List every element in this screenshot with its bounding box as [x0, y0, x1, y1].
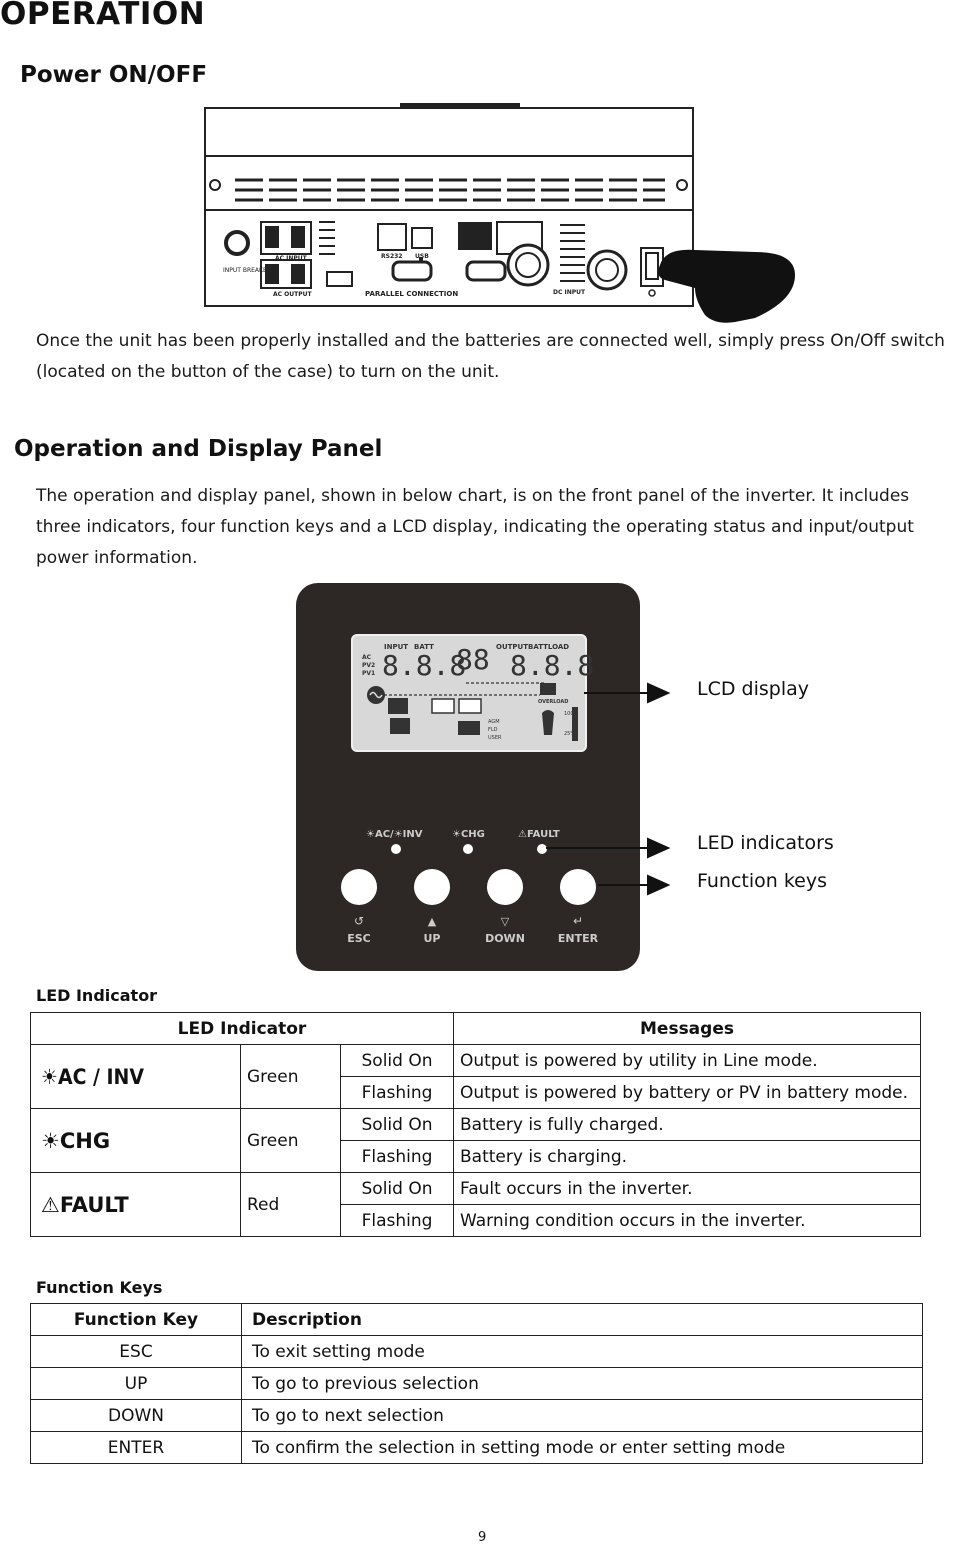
- esc-key-label: ESC: [347, 932, 371, 945]
- led-fault: [537, 844, 547, 854]
- led-label-acinv: ☀AC/☀INV: [366, 829, 423, 840]
- led-state: Flashing: [341, 1077, 454, 1109]
- lcd-output: OUTPUTBATTLOAD: [496, 643, 570, 651]
- key-description: To exit setting mode: [242, 1336, 923, 1368]
- lcd-batt: BATT: [414, 643, 434, 651]
- function-keys-table: [30, 1303, 923, 1464]
- table-row: [31, 1109, 921, 1141]
- key-name: UP: [31, 1368, 242, 1400]
- warning-icon: ⚠: [41, 1192, 60, 1217]
- lcd-fld: FLD: [488, 727, 498, 733]
- led-message: Output is powered by utility in Line mode.: [454, 1045, 921, 1077]
- lcd-overload: OVERLOAD: [538, 699, 569, 705]
- key-name: ENTER: [31, 1432, 242, 1464]
- led-indicator-table: [30, 1012, 921, 1237]
- lcd-ac: AC: [362, 654, 372, 661]
- power-heading: Power ON/OFF: [20, 62, 208, 88]
- led-table-header-messages: Messages: [454, 1013, 921, 1045]
- down-key-icon: ▽: [500, 915, 510, 928]
- led-table-header-indicator: LED Indicator: [31, 1013, 454, 1045]
- table-row: [31, 1336, 923, 1368]
- up-key[interactable]: [414, 869, 450, 905]
- led-message: Fault occurs in the inverter.: [454, 1173, 921, 1205]
- key-name: ESC: [31, 1336, 242, 1368]
- key-description: To go to next selection: [242, 1400, 923, 1432]
- ac-input-label: AC INPUT: [275, 255, 307, 262]
- led-acinv: [391, 844, 401, 854]
- lcd-agm: AGM: [488, 719, 500, 725]
- lcd-center-digits: 88: [456, 643, 490, 676]
- esc-key[interactable]: [341, 869, 377, 905]
- enter-key[interactable]: [560, 869, 596, 905]
- lcd-pv2: PV2: [362, 662, 376, 669]
- power-body: Once the unit has been properly installed and the batteries are connected well, simply press On/Off switch (located on the button of the case) to turn on the unit.: [36, 331, 945, 382]
- up-key-icon: ▲: [427, 915, 437, 928]
- parallel-label: PARALLEL CONNECTION: [365, 290, 459, 298]
- ac-output-label: AC OUTPUT: [273, 291, 312, 298]
- down-key-label: DOWN: [485, 932, 525, 945]
- keys-table-header-description: Description: [242, 1304, 923, 1336]
- dc-input-label: DC INPUT: [553, 289, 586, 296]
- led-label-fault: ⚠FAULT: [518, 829, 560, 840]
- led-color: Green: [241, 1045, 341, 1109]
- rs232-label: RS232: [381, 253, 403, 260]
- input-breaker-label: INPUT BREAKER: [223, 267, 271, 274]
- down-key[interactable]: [487, 869, 523, 905]
- led-label-chg: ☀CHG: [452, 829, 485, 840]
- led-message: Battery is charging.: [454, 1141, 921, 1173]
- lcd-pv1: PV1: [362, 670, 376, 677]
- lcd-input: INPUT: [384, 643, 409, 651]
- esc-key-icon: ↺: [353, 914, 365, 928]
- callout-keys: Function keys: [697, 870, 828, 892]
- lcd-user: USER: [488, 735, 502, 741]
- led-state: Solid On: [341, 1109, 454, 1141]
- front-panel-illustration: [296, 583, 856, 973]
- display-heading: Operation and Display Panel: [14, 436, 383, 462]
- lcd-input-digits: 8.8.8: [382, 649, 467, 682]
- table-row: [31, 1432, 923, 1464]
- key-description: To go to previous selection: [242, 1368, 923, 1400]
- callout-lcd: LCD display: [697, 678, 809, 700]
- led-name-fault: ⚠FAULT: [31, 1173, 241, 1237]
- led-chg: [463, 844, 473, 854]
- led-name-chg: ☀CHG: [31, 1109, 241, 1173]
- led-state: Flashing: [341, 1205, 454, 1237]
- callout-led: LED indicators: [697, 832, 834, 854]
- led-message: Output is powered by battery or PV in battery mode.: [454, 1077, 921, 1109]
- page-title: OPERATION: [0, 0, 206, 32]
- led-color: Green: [241, 1109, 341, 1173]
- led-state: Flashing: [341, 1141, 454, 1173]
- led-state: Solid On: [341, 1045, 454, 1077]
- led-table-caption: LED Indicator: [36, 986, 158, 1005]
- key-name: DOWN: [31, 1400, 242, 1432]
- display-body: The operation and display panel, shown in below chart, is on the front panel of the inverter. It includes three indicators, four function keys and a LCD display, indicating the operating status and input/output power information.: [36, 486, 914, 568]
- sun-icon: ☀: [41, 1128, 60, 1153]
- enter-key-icon: ↵: [572, 914, 584, 928]
- page-number: 9: [478, 1530, 487, 1545]
- keys-table-caption: Function Keys: [36, 1278, 163, 1297]
- enter-key-label: ENTER: [557, 932, 599, 945]
- table-row: [31, 1173, 921, 1205]
- usb-label: USB: [415, 253, 429, 260]
- led-state: Solid On: [341, 1173, 454, 1205]
- led-message: Battery is fully charged.: [454, 1109, 921, 1141]
- lcd-100: 100%: [564, 711, 579, 717]
- table-row: [31, 1045, 921, 1077]
- lcd-25: 25%: [564, 731, 576, 737]
- sun-icon: ☀: [41, 1064, 58, 1089]
- lcd-output-digits: 8.8.8: [510, 649, 595, 682]
- led-color: Red: [241, 1173, 341, 1237]
- inverter-bottom-illustration: [195, 100, 805, 330]
- up-key-label: UP: [423, 932, 441, 945]
- table-row: [31, 1368, 923, 1400]
- table-row: [31, 1400, 923, 1432]
- key-description: To confirm the selection in setting mode or enter setting mode: [242, 1432, 923, 1464]
- led-name-acinv: ☀AC / INV: [31, 1045, 241, 1109]
- keys-table-header-key: Function Key: [31, 1304, 242, 1336]
- led-message: Warning condition occurs in the inverter.: [454, 1205, 921, 1237]
